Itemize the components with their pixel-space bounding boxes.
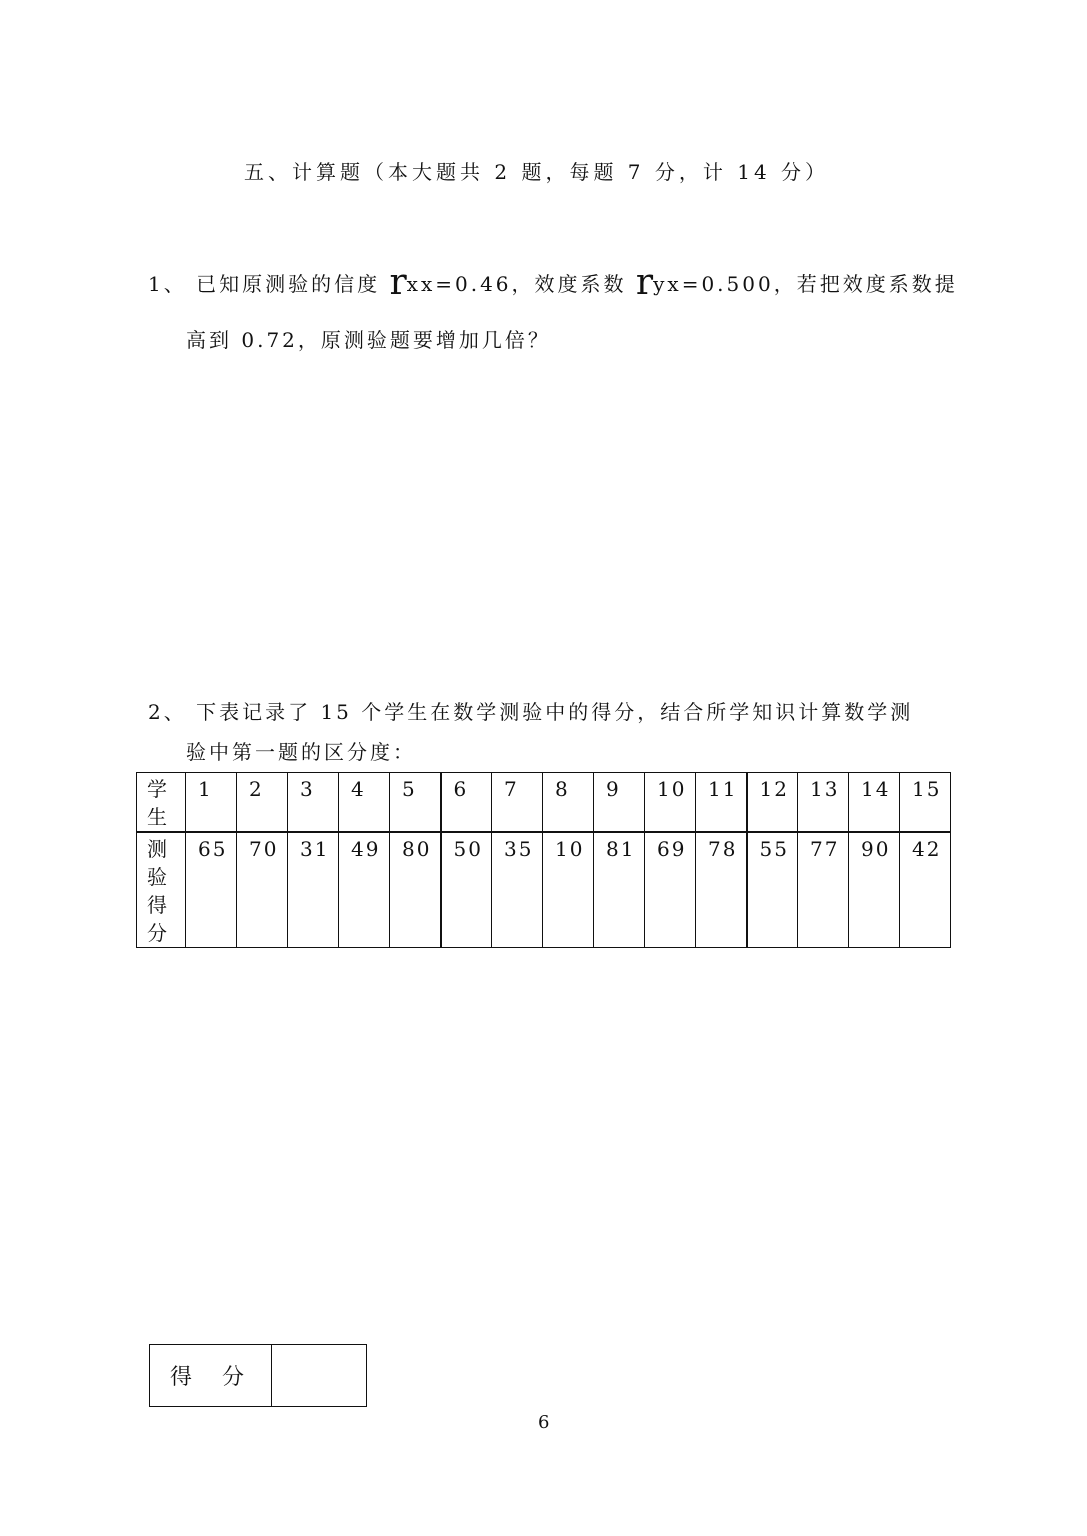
score-box [149, 1344, 367, 1407]
score-box-value[interactable] [272, 1345, 366, 1406]
student-cell: 14 [849, 773, 900, 833]
score-cell: 70 [237, 832, 288, 948]
student-cell: 7 [492, 773, 543, 833]
student-cell: 5 [390, 773, 441, 833]
student-row [137, 773, 951, 833]
student-cell: 15 [900, 773, 951, 833]
question-1-line-2: 高到 0.72，原测验题要增加几倍？ [186, 328, 551, 352]
student-cell: 1 [186, 773, 237, 833]
score-cell: 31 [288, 832, 339, 948]
question-2-line-2: 验中第一题的区分度： [186, 740, 416, 764]
student-cell: 6 [441, 773, 492, 833]
page-number: 6 [538, 1412, 550, 1433]
student-header-cell: 学生 [137, 773, 186, 833]
score-cell: 55 [747, 832, 798, 948]
student-cell: 10 [645, 773, 696, 833]
section-title: 五、计算题（本大题共 2 题，每题 7 分，计 14 分） [244, 160, 830, 184]
question-1-prefix: 1、 已知原测验的信度 [148, 272, 390, 296]
student-cell: 12 [747, 773, 798, 833]
score-cell: 78 [696, 832, 747, 948]
score-cell: 77 [798, 832, 849, 948]
score-cell: 49 [339, 832, 390, 948]
score-cell: 69 [645, 832, 696, 948]
student-cell: 2 [237, 773, 288, 833]
score-cell: 10 [543, 832, 594, 948]
r-symbol: r [635, 262, 654, 303]
score-table [136, 772, 951, 948]
score-cell: 35 [492, 832, 543, 948]
score-cell: 65 [186, 832, 237, 948]
student-cell: 3 [288, 773, 339, 833]
student-cell: 4 [339, 773, 390, 833]
rxx-text: xx=0.46，效度系数 [406, 272, 636, 296]
score-cell: 81 [594, 832, 645, 948]
ryx-text: yx=0.500，若把效度系数提 [653, 272, 958, 296]
question-1-line-1 [148, 262, 958, 303]
score-cell: 80 [390, 832, 441, 948]
score-row [137, 832, 951, 948]
score-cell: 90 [849, 832, 900, 948]
student-cell: 11 [696, 773, 747, 833]
score-header-cell: 测验得分 [137, 832, 186, 948]
student-cell: 8 [543, 773, 594, 833]
question-2-line-1: 2、 下表记录了 15 个学生在数学测验中的得分，结合所学知识计算数学测 [148, 700, 914, 724]
score-box-label [150, 1345, 272, 1406]
student-cell: 13 [798, 773, 849, 833]
score-box-label-a: 得 [170, 1365, 193, 1390]
score-box-label-b: 分 [222, 1365, 245, 1390]
student-cell: 9 [594, 773, 645, 833]
score-cell: 50 [441, 832, 492, 948]
r-symbol: r [389, 262, 407, 303]
score-cell: 42 [900, 832, 951, 948]
